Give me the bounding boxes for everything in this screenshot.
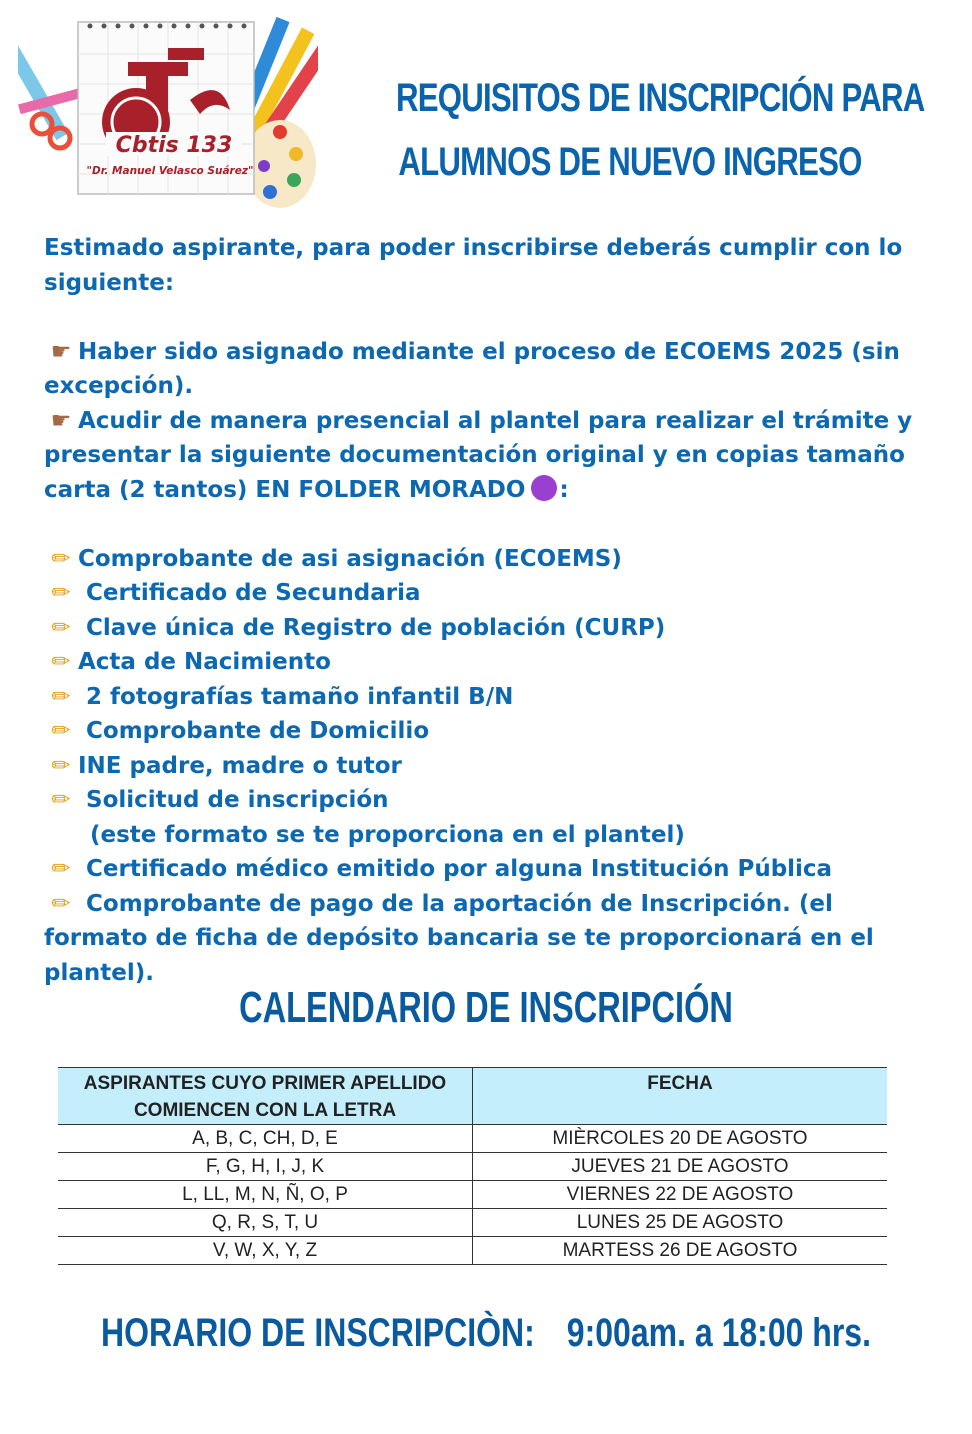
pointing-hand-icon: ☛ — [50, 338, 72, 365]
scissors-icon — [32, 114, 70, 148]
requirements-body — [44, 231, 944, 990]
letters-cell: A, B, C, CH, D, E — [58, 1125, 473, 1153]
document-item: ✏ Certificado médico emitido por alguna Institución Pública — [44, 852, 944, 887]
date-cell: VIERNES 22 DE AGOSTO — [473, 1181, 888, 1209]
pencil-icon: ✏ — [51, 890, 71, 917]
table-header-row — [58, 1068, 887, 1125]
calendar-table — [58, 1067, 887, 1265]
school-logo — [18, 4, 318, 224]
document-item: ✏ INE padre, madre o tutor — [44, 749, 944, 784]
letters-cell: F, G, H, I, J, K — [58, 1153, 473, 1181]
pencil-icon: ✏ — [51, 683, 71, 710]
pencil-icon: ✏ — [51, 718, 71, 744]
document-note: (este formato se te proporciona en el plantel) — [90, 821, 685, 848]
header-letters: ASPIRANTES CUYO PRIMER APELLIDO COMIENCEN CON LA LETRA — [58, 1068, 473, 1125]
document-item: ✏ Clave única de Registro de población (CURP) — [44, 611, 944, 646]
document-item: ✏ Comprobante de pago de la aportación de Inscripción. (el formato de ficha de depósito bancaria se te proporcionará en el plantel). — [44, 887, 944, 991]
document-item: ✏ 2 fotografías tamaño infantil B/N — [44, 680, 944, 715]
requirement-item: ☛ Acudir de manera presencial al plantel para realizar el trámite y presentar la siguiente documentación original y en copias tamaño carta (2 tantos) EN FOLDER MORADO : — [44, 404, 944, 508]
header-date: FECHA — [473, 1068, 888, 1125]
letters-cell: V, W, X, Y, Z — [58, 1237, 473, 1265]
pencil-icon: ✏ — [51, 649, 71, 675]
svg-text:"Dr. Manuel Velasco Suárez": "Dr. Manuel Velasco Suárez" — [86, 165, 254, 177]
document-item: ✏ Comprobante de Domicilio — [44, 714, 944, 749]
pencil-icon: ✏ — [51, 856, 71, 882]
table-row — [58, 1181, 887, 1209]
purple-circle-icon — [531, 475, 557, 501]
document-item: ✏ Solicitud de inscripción — [44, 783, 944, 818]
calendar-title: CALENDARIO DE INSCRIPCIÓN — [239, 983, 733, 1032]
pencil-icon: ✏ — [51, 752, 71, 779]
pencil-icon: ✏ — [51, 614, 71, 641]
schedule-line — [97, 1306, 875, 1360]
letters-cell: Q, R, S, T, U — [58, 1209, 473, 1237]
document-item: ✏ Acta de Nacimiento — [44, 645, 944, 680]
schedule-label: HORARIO DE INSCRIPCIÒN: — [100, 1311, 535, 1355]
pencil-icon: ✏ — [51, 545, 71, 572]
date-cell: MIÈRCOLES 20 DE AGOSTO — [473, 1125, 888, 1153]
pencil-icon: ✏ — [51, 580, 71, 606]
pencil-icon: ✏ — [51, 787, 71, 813]
date-cell: MARTESS 26 DE AGOSTO — [473, 1237, 888, 1265]
page-title — [396, 66, 925, 194]
document-item: ✏ Comprobante de asi asignación (ECOEMS) — [44, 542, 944, 577]
table-row — [58, 1237, 887, 1265]
title-line-2: ALUMNOS DE NUEVO INGRESO — [398, 140, 862, 184]
requirement-item: ☛ Haber sido asignado mediante el proceso de ECOEMS 2025 (sin excepción). — [44, 335, 944, 404]
intro-text: Estimado aspirante, para poder inscribirse deberás cumplir con lo siguiente: — [44, 235, 903, 296]
table-row — [58, 1125, 887, 1153]
date-cell: JUEVES 21 DE AGOSTO — [473, 1153, 888, 1181]
svg-text:Cbtis 133: Cbtis 133 — [115, 133, 233, 158]
schedule-hours: 9:00am. a 18:00 hrs. — [566, 1311, 871, 1355]
document-item: ✏ Certificado de Secundaria — [44, 576, 944, 611]
letters-cell: L, LL, M, N, Ñ, O, P — [58, 1181, 473, 1209]
table-row — [58, 1209, 887, 1237]
table-row — [58, 1153, 887, 1181]
pointing-hand-icon: ☛ — [50, 407, 72, 434]
title-line-1: REQUISITOS DE INSCRIPCIÓN PARA — [396, 76, 925, 120]
date-cell: LUNES 25 DE AGOSTO — [473, 1209, 888, 1237]
